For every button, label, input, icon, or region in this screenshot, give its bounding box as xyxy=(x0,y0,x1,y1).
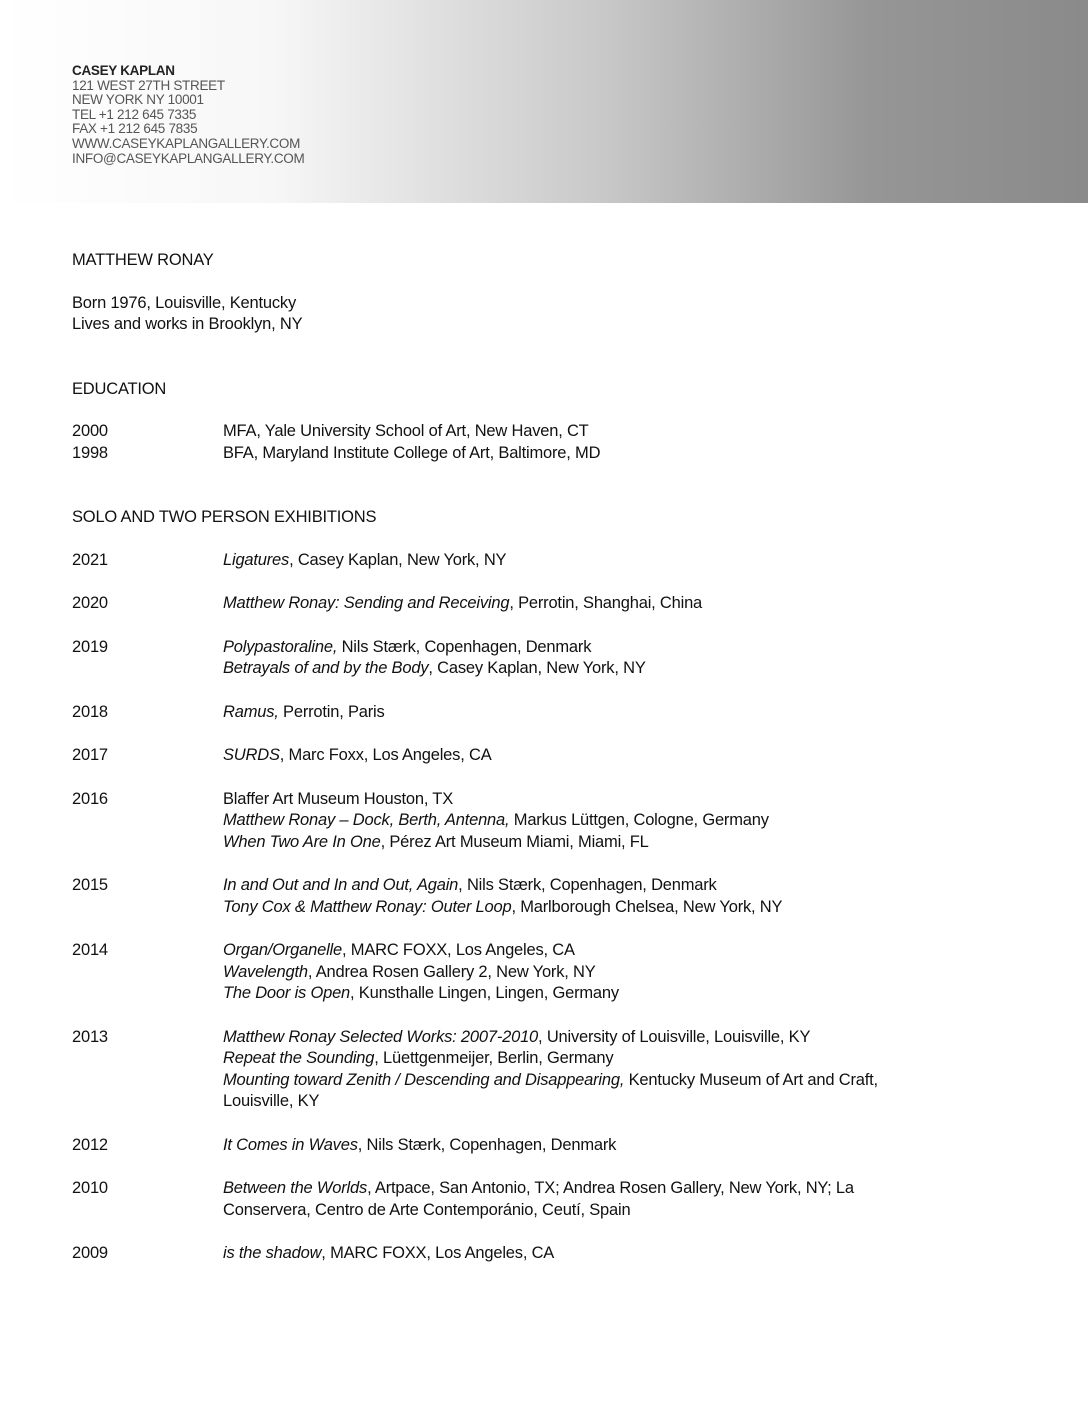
exhibition-title: Repeat the Sounding xyxy=(223,1049,375,1067)
exhibition-venue: , MARC FOXX, Los Angeles, CA xyxy=(321,1244,555,1262)
exhibition-year-group xyxy=(72,702,952,724)
exhibition-entry xyxy=(223,1200,952,1222)
exhibition-title: Ligatures xyxy=(223,550,290,569)
education-row xyxy=(72,443,952,465)
exhibition-entries xyxy=(223,940,952,1005)
gallery-email: INFO@CASEYKAPLANGALLERY.COM xyxy=(72,150,305,166)
exhibition-entry xyxy=(223,810,952,832)
exhibition-year: 2015 xyxy=(72,876,108,894)
exhibition-venue: , Marlborough Chelsea, New York, NY xyxy=(511,897,783,916)
exhibition-entry xyxy=(223,1091,952,1113)
exhibition-title: Matthew Ronay – Dock, Berth, Antenna, xyxy=(223,811,510,829)
exhibition-year: 2012 xyxy=(72,1135,108,1154)
exhibition-title: Matthew Ronay: Sending and Receiving xyxy=(223,594,510,612)
exhibition-year-group xyxy=(72,1027,952,1113)
gallery-contact-block xyxy=(72,64,304,166)
exhibition-year-group xyxy=(72,875,952,918)
exhibition-year-group xyxy=(72,550,952,572)
exhibition-entries xyxy=(223,1243,952,1265)
exhibition-title: SURDS xyxy=(223,746,280,764)
exhibition-entry xyxy=(223,702,952,724)
exhibition-entry xyxy=(223,962,952,984)
exhibition-venue: Blaffer Art Museum Houston, TX xyxy=(223,789,453,808)
exhibition-entry xyxy=(223,1178,952,1200)
exhibition-year-group xyxy=(72,593,952,615)
education-year: 2000 xyxy=(72,422,108,440)
exhibition-venue: , Artpace, San Antonio, TX; Andrea Rosen Gallery, New York, NY; La xyxy=(367,1179,854,1197)
exhibition-entries xyxy=(223,637,952,680)
exhibition-entries xyxy=(223,875,952,918)
exhibition-venue: , Pérez Art Museum Miami, Miami, FL xyxy=(380,832,649,851)
exhibition-entry xyxy=(223,875,952,897)
exhibition-entry xyxy=(223,1135,952,1157)
exhibition-entry xyxy=(223,1027,952,1049)
exhibition-venue: , Nils Stærk, Copenhagen, Denmark xyxy=(458,876,717,894)
exhibition-venue: , MARC FOXX, Los Angeles, CA xyxy=(342,941,575,959)
exhibition-year-group xyxy=(72,1178,952,1221)
exhibition-venue: Kentucky Museum of Art and Craft, xyxy=(624,1070,878,1089)
exhibition-venue: Perrotin, Paris xyxy=(278,702,385,721)
exhibition-venue: , Nils Stærk, Copenhagen, Denmark xyxy=(357,1135,617,1154)
exhibition-venue: , Lüettgenmeijer, Berlin, Germany xyxy=(374,1049,614,1067)
exhibition-title: Polypastoraline, xyxy=(223,637,338,656)
exhibition-year: 2010 xyxy=(72,1179,108,1197)
education-degree: MFA, Yale University School of Art, New Haven, CT xyxy=(223,422,589,440)
exhibition-title: Betrayals of and by the Body xyxy=(223,659,429,677)
exhibition-title: It Comes in Waves xyxy=(223,1135,358,1154)
exhibition-venue: , Casey Kaplan, New York, NY xyxy=(289,550,507,569)
education-row xyxy=(72,421,952,443)
exhibition-venue: Conservera, Centro de Arte Contemporánio, Ceutí, Spain xyxy=(223,1200,631,1219)
exhibition-title: When Two Are In One xyxy=(223,832,381,851)
exhibition-entries xyxy=(223,1027,952,1113)
exhibition-title: Ramus, xyxy=(223,702,279,721)
gallery-address-street: 121 WEST 27TH STREET xyxy=(72,77,225,93)
education-heading: EDUCATION xyxy=(72,379,167,398)
exhibition-entry xyxy=(223,897,952,919)
exhibition-title: Tony Cox & Matthew Ronay: Outer Loop xyxy=(223,897,512,916)
exhibition-entry xyxy=(223,1048,952,1070)
exhibition-entries xyxy=(223,550,952,572)
exhibition-venue: , Marc Foxx, Los Angeles, CA xyxy=(279,746,492,764)
solo-exhibitions-list xyxy=(72,550,952,1265)
exhibition-year: 2014 xyxy=(72,941,108,959)
exhibition-title: In and Out and In and Out, Again xyxy=(223,876,459,894)
exhibition-entry xyxy=(223,550,952,572)
exhibition-year: 2013 xyxy=(72,1027,108,1046)
exhibition-venue: Markus Lüttgen, Cologne, Germany xyxy=(509,811,769,829)
exhibition-venue: , Kunsthalle Lingen, Lingen, Germany xyxy=(350,984,619,1002)
exhibition-entries xyxy=(223,1135,952,1157)
exhibition-year: 2020 xyxy=(72,594,108,612)
exhibition-entry xyxy=(223,789,952,811)
exhibition-year-group xyxy=(72,940,952,1005)
exhibition-title: is the shadow xyxy=(223,1244,322,1262)
exhibition-year-group xyxy=(72,745,952,767)
exhibition-venue: , Perrotin, Shanghai, China xyxy=(509,594,703,612)
exhibition-title: Organ/Organelle xyxy=(223,941,342,959)
exhibition-title: Mounting toward Zenith / Descending and Disappearing, xyxy=(223,1070,625,1089)
exhibition-title: The Door is Open xyxy=(223,984,351,1002)
cv-document xyxy=(72,250,952,1287)
exhibition-year: 2009 xyxy=(72,1244,108,1262)
exhibition-entry xyxy=(223,637,952,659)
gallery-website: WWW.CASEYKAPLANGALLERY.COM xyxy=(72,135,301,151)
exhibition-entries xyxy=(223,1178,952,1221)
gallery-phone: TEL +1 212 645 7335 xyxy=(72,106,197,122)
exhibition-entries xyxy=(223,593,952,615)
exhibition-entry xyxy=(223,1243,952,1265)
exhibition-title: Wavelength xyxy=(223,962,308,981)
artist-name: MATTHEW RONAY xyxy=(72,251,214,269)
exhibition-entry xyxy=(223,983,952,1005)
artist-lives: Lives and works in Brooklyn, NY xyxy=(72,315,303,333)
exhibition-entry xyxy=(223,593,952,615)
exhibition-entry xyxy=(223,832,952,854)
exhibition-venue: , University of Louisville, Louisville, KY xyxy=(538,1027,811,1046)
exhibition-year-group xyxy=(72,637,952,680)
exhibition-year-group xyxy=(72,789,952,854)
exhibition-venue: , Andrea Rosen Gallery 2, New York, NY xyxy=(307,962,596,981)
exhibition-year: 2019 xyxy=(72,637,108,656)
exhibition-entries xyxy=(223,789,952,854)
gallery-address-city: NEW YORK NY 10001 xyxy=(72,92,204,108)
education-year: 1998 xyxy=(72,443,108,462)
exhibition-entry xyxy=(223,745,952,767)
exhibition-entry xyxy=(223,940,952,962)
exhibition-year: 2017 xyxy=(72,746,108,764)
exhibition-venue: , Casey Kaplan, New York, NY xyxy=(428,659,646,677)
solo-exhibitions-heading: SOLO AND TWO PERSON EXHIBITIONS xyxy=(72,508,377,526)
exhibition-year-group xyxy=(72,1135,952,1157)
exhibition-year: 2021 xyxy=(72,550,108,569)
exhibition-entries xyxy=(223,702,952,724)
artist-born: Born 1976, Louisville, Kentucky xyxy=(72,293,297,312)
exhibition-title: Between the Worlds xyxy=(223,1179,368,1197)
exhibition-entry xyxy=(223,1070,952,1092)
exhibition-year-group xyxy=(72,1243,952,1265)
exhibition-year: 2018 xyxy=(72,702,108,721)
exhibition-year: 2016 xyxy=(72,789,108,808)
exhibition-entries xyxy=(223,745,952,767)
exhibition-venue: Louisville, KY xyxy=(223,1092,320,1110)
gallery-fax: FAX +1 212 645 7835 xyxy=(72,121,198,137)
exhibition-title: Matthew Ronay Selected Works: 2007-2010 xyxy=(223,1027,539,1046)
gallery-name: CASEY KAPLAN xyxy=(72,63,175,78)
exhibition-venue: Nils Stærk, Copenhagen, Denmark xyxy=(337,637,592,656)
education-degree: BFA, Maryland Institute College of Art, Baltimore, MD xyxy=(223,443,601,462)
exhibition-entry xyxy=(223,658,952,680)
